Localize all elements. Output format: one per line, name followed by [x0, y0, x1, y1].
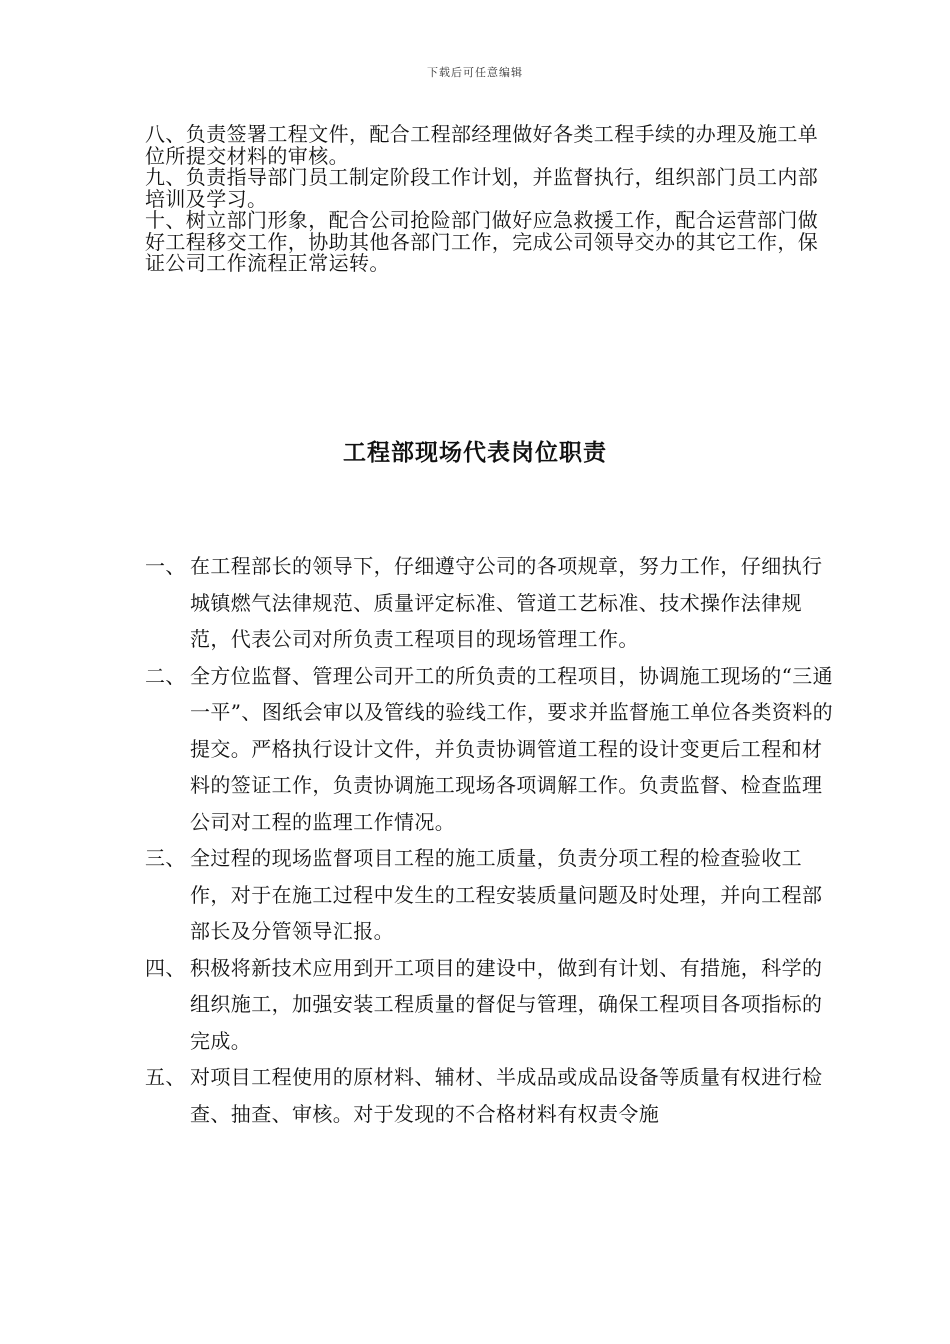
paragraph-item-10: 十、树立部门形象，配合公司抢险部门做好应急救援工作，配合运营部门做好工程移交工作，协助其他各部门工作，完成公司领导交办的其它工作，保证公司工作流程正常运转。: [145, 208, 819, 275]
duty-item-number: 二、: [145, 663, 186, 688]
intro-section: [145, 124, 825, 275]
duty-item: [145, 658, 835, 841]
duty-item-text: 对项目工程使用的原材料、辅材、半成品或成品设备等质量有权进行检查、抽查、审核。对于发现的不合格材料有权责令施: [190, 1065, 823, 1126]
duty-item-number: 五、: [145, 1065, 186, 1089]
duty-item-number: 四、: [145, 955, 186, 980]
duty-item-text: 全方位监督、管理公司开工的所负责的工程项目，协调施工现场的“三通一平”、图纸会审以及管线的验线工作，要求并监督施工单位各类资料的提交。严格执行设计文件，并负责协调管道工程的设计变更后工程和材料的签证工作，负责协调施工现场各项调解工作。负责监督、检查监理公司对工程的监理工作情况。: [190, 663, 834, 834]
duty-item-text: 在工程部长的领导下，仔细遵守公司的各项规章，努力工作，仔细执行城镇燃气法律规范、质量评定标准、管道工艺标准、技术操作法律规范，代表公司对所负责工程项目的现场管理工作。: [190, 554, 823, 651]
duty-item: [145, 840, 835, 950]
duty-item-number: 一、: [145, 554, 186, 578]
duty-item: [145, 950, 835, 1060]
duty-item-text: 积极将新技术应用到开工项目的建设中，做到有计划、有措施，科学的组织施工，加强安装工程质量的督促与管理，确保工程项目各项指标的完成。: [190, 955, 823, 1053]
paragraph-item-8: 八、负责签署工程文件，配合工程部经理做好各类工程手续的办理及施工单位所提交材料的审核。: [145, 122, 819, 168]
section-title: 工程部现场代表岗位职责: [343, 439, 607, 466]
paragraph-item-9: 九、负责指导部门员工制定阶段工作计划，并监督执行，组织部门员工内部培训及学习。: [145, 165, 819, 211]
page-header: 下载后可任意编辑: [427, 66, 523, 79]
duty-item-text: 全过程的现场监督项目工程的施工质量，负责分项工程的检查验收工作，对于在施工过程中发生的工程安装质量问题及时处理，并向工程部部长及分管领导汇报。: [190, 846, 823, 943]
duty-item: [145, 548, 835, 658]
duty-list: [145, 548, 835, 1132]
duty-item-number: 三、: [145, 846, 186, 870]
duty-item: [145, 1059, 835, 1132]
